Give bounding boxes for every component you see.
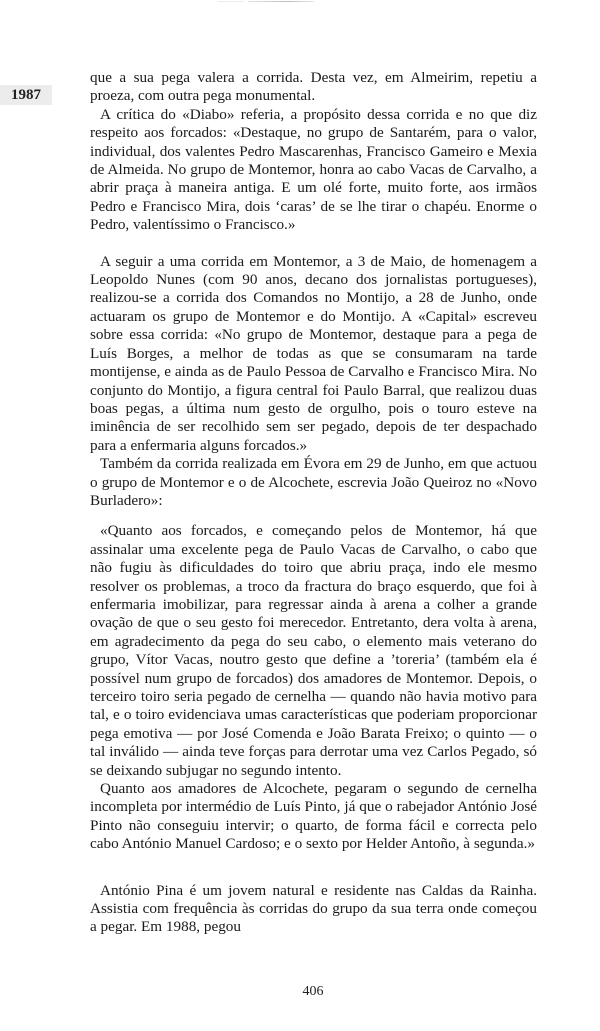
quote-block: [90, 522, 537, 853]
margin-year-label: 1987: [0, 85, 52, 105]
text-column: [90, 0, 537, 1031]
paragraph: A seguir a uma corrida em Montemor, a 3 de Maio, de homenagem a Leopoldo Nunes (com 90 anos, decano dos jornalistas portugueses), realizou-se a corrida dos Comandos no Montijo, a 28 de Junho, onde actuaram os grupo de Montemor e do Montijo. A «Capital» escreveu sobre essa corrida: «No grupo de Montemor, destaque para a pega de Luís Borges, a melhor de todas as que se consumaram na tarde montijense, e ainda as de Paulo Pessoa de Carvalho e Francisco Mira. No conjunto do Montijo, a figura central foi Paulo Barral, que realizou duas boas pegas, a última num gesto de orgulho, pois o touro esteve na iminência de ser recolhido sem ser pegado, depois de ter despachado para a enfermaria alguns forcados.»: [90, 252, 537, 454]
paragraph: A crítica do «Diabo» referia, a propósito dessa corrida e no que diz respeito aos forcados: «Destaque, no grupo de Santarém, para o valor, individual, dos valentes Pedro Mascarenhas, Francisco Gameiro e Mexia de Almeida. No grupo de Montemor, honra ao cabo Vacas de Carvalho, a abrir praça à maneira antiga. E um olé forte, muito forte, aos irmãos Pedro e Francisco Mira, dois ‘caras’ de se lhe tirar o chapéu. Enorme o Pedro, valentíssimo o Francisco.»: [90, 105, 537, 234]
paragraph: que a sua pega valera a corrida. Desta vez, em Almeirim, repetiu a proeza, com outra pega monumental.: [90, 69, 537, 105]
paragraph: António Pina é um jovem natural e residente nas Caldas da Rainha. Assistia com frequência às corridas do grupo da sua terra onde começou a pegar. Em 1988, pegou: [90, 881, 537, 936]
text-block-antonio-pina: [90, 882, 537, 937]
quote-paragraph: Quanto aos amadores de Alcochete, pegaram o segundo de cernelha incompleta por intermédio de Luís Pinto, já que o rabejador António José Pinto não conseguiu intervir; o quarto, de forma fácil e correcta pelo cabo António Manuel Cardoso; e o sexto por Helder Antoño, à segunda.»: [90, 780, 537, 853]
page-number: 406: [302, 983, 324, 999]
paragraph: Também da corrida realizada em Évora em 29 de Junho, em que actuou o grupo de Montemor e o de Alcochete, escrevia João Queiroz no «Novo Burladero»:: [90, 455, 537, 509]
text-block-intro: [90, 69, 537, 235]
text-block-montijo: [90, 253, 537, 511]
quote-paragraph: «Quanto aos forcados, e começando pelos de Montemor, há que assinalar uma excelente pega de Paulo Vacas de Carvalho, o cabo que não fugiu às dificuldades do toiro que abriu praça, indo ele mesmo resolver os problemas, a troco da fractura do braço esquerdo, que foi à enfermaria imobilizar, para regressar ainda à arena a colher a grande ovação de que o seu gesto foi merecedor. Entretanto, dera volta à arena, em agradecimento da pega do seu cabo, o elemento mais veterano do grupo, Vítor Vacas, noutro gesto que define a ’toreria’ (também ela é possível num grupo de forcados) dos amadores de Montemor. Depois, o terceiro toiro seria pegado de cernelha — quando não havia motivo para tal, e o toiro evidenciava umas características que poderiam proporcionar pega emotiva — por José Comenda e João Barata Freixo; o quinto — o tal inválido — ainda teve forças para derrotar uma vez Carlos Pegado, só se deixando subjugar no segundo intento.: [90, 522, 537, 779]
